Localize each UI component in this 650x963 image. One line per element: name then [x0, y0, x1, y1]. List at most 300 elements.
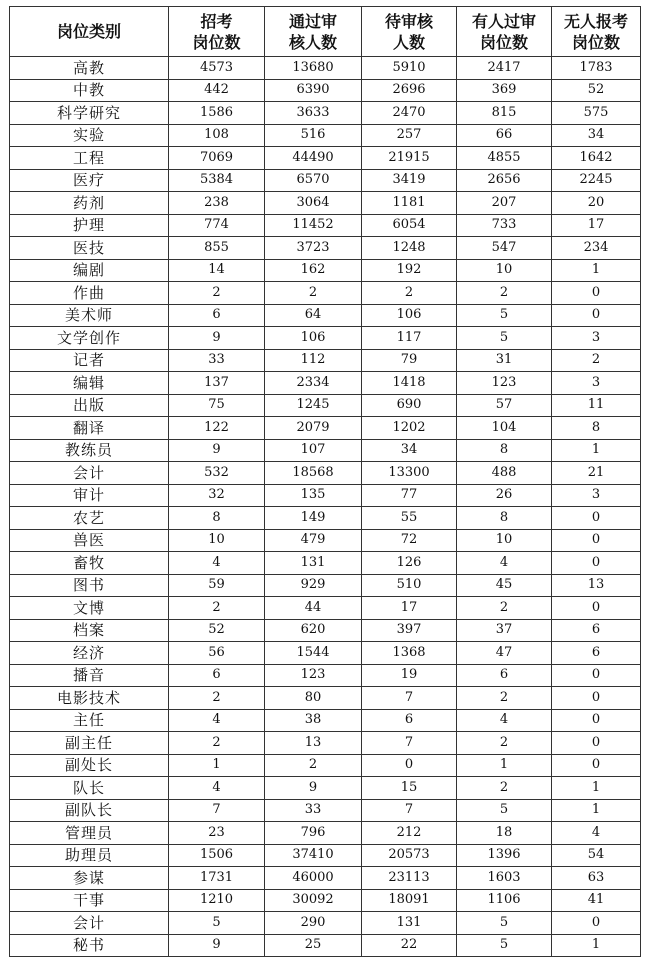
approved-cell: 112: [265, 349, 362, 372]
filled-cell: 57: [457, 394, 552, 417]
pending-cell: 1181: [362, 192, 457, 215]
pending-cell: 6: [362, 709, 457, 732]
header-line: 核人数: [288, 32, 337, 52]
openings-cell: 4: [169, 552, 265, 575]
approved-cell: 796: [265, 822, 362, 845]
table-row: [10, 732, 641, 755]
category-cell: 队长: [10, 777, 169, 800]
filled-cell: 66: [457, 124, 552, 147]
pending-cell: 257: [362, 124, 457, 147]
openings-cell: 2: [169, 687, 265, 710]
unapplied-cell: 2: [552, 349, 641, 372]
filled-cell: 47: [457, 642, 552, 665]
pending-cell: 397: [362, 619, 457, 642]
category-cell: 档案: [10, 619, 169, 642]
unapplied-cell: 0: [552, 732, 641, 755]
pending-cell: 19: [362, 664, 457, 687]
unapplied-cell: 63: [552, 867, 641, 890]
category-cell: 记者: [10, 349, 169, 372]
header-line: 待审核: [384, 11, 433, 31]
unapplied-cell: 3: [552, 372, 641, 395]
pending-cell: 34: [362, 439, 457, 462]
openings-cell: 1: [169, 754, 265, 777]
openings-cell: 4: [169, 777, 265, 800]
openings-cell: 1586: [169, 102, 265, 125]
unapplied-cell: 2245: [552, 169, 641, 192]
table-row: [10, 327, 641, 350]
pending-cell: 510: [362, 574, 457, 597]
table-row: [10, 777, 641, 800]
table-row: [10, 867, 641, 890]
table-row: [10, 192, 641, 215]
openings-cell: 2: [169, 732, 265, 755]
unapplied-cell: 41: [552, 889, 641, 912]
filled-cell: 123: [457, 372, 552, 395]
header-line: 无人报考: [563, 11, 628, 31]
openings-cell: 75: [169, 394, 265, 417]
openings-cell: 532: [169, 462, 265, 485]
filled-cell: 5: [457, 912, 552, 935]
category-cell: 中教: [10, 79, 169, 102]
approved-cell: 135: [265, 484, 362, 507]
unapplied-cell: 1: [552, 259, 641, 282]
filled-cell: 1396: [457, 844, 552, 867]
filled-cell: 5: [457, 799, 552, 822]
pending-cell: 15: [362, 777, 457, 800]
approved-cell: 123: [265, 664, 362, 687]
header-line: 有人过审: [471, 11, 536, 31]
pending-cell: 7: [362, 732, 457, 755]
approved-cell: 2334: [265, 372, 362, 395]
unapplied-cell: 1: [552, 777, 641, 800]
approved-cell: 18568: [265, 462, 362, 485]
pending-cell: 13300: [362, 462, 457, 485]
unapplied-cell: 0: [552, 282, 641, 305]
unapplied-cell: 1: [552, 799, 641, 822]
filled-cell: 4: [457, 709, 552, 732]
filled-cell: 104: [457, 417, 552, 440]
header-filled: [457, 7, 552, 57]
approved-cell: 11452: [265, 214, 362, 237]
unapplied-cell: 4: [552, 822, 641, 845]
category-cell: 副队长: [10, 799, 169, 822]
approved-cell: 6390: [265, 79, 362, 102]
category-cell: 畜牧: [10, 552, 169, 575]
pending-cell: 79: [362, 349, 457, 372]
pending-cell: 1368: [362, 642, 457, 665]
table-row: [10, 529, 641, 552]
pending-cell: 2: [362, 282, 457, 305]
approved-cell: 9: [265, 777, 362, 800]
filled-cell: 547: [457, 237, 552, 260]
unapplied-cell: 0: [552, 664, 641, 687]
pending-cell: 5910: [362, 57, 457, 80]
category-cell: 工程: [10, 147, 169, 170]
filled-cell: 8: [457, 507, 552, 530]
pending-cell: 1202: [362, 417, 457, 440]
table-row: [10, 214, 641, 237]
category-cell: 副主任: [10, 732, 169, 755]
openings-cell: 122: [169, 417, 265, 440]
openings-cell: 774: [169, 214, 265, 237]
approved-cell: 149: [265, 507, 362, 530]
openings-cell: 6: [169, 304, 265, 327]
filled-cell: 5: [457, 934, 552, 957]
table-row: [10, 79, 641, 102]
header-openings: [169, 7, 265, 57]
unapplied-cell: 1: [552, 934, 641, 957]
openings-cell: 56: [169, 642, 265, 665]
approved-cell: 80: [265, 687, 362, 710]
approved-cell: 290: [265, 912, 362, 935]
category-cell: 翻译: [10, 417, 169, 440]
pending-cell: 77: [362, 484, 457, 507]
approved-cell: 107: [265, 439, 362, 462]
table-row: [10, 169, 641, 192]
unapplied-cell: 3: [552, 484, 641, 507]
filled-cell: 369: [457, 79, 552, 102]
unapplied-cell: 234: [552, 237, 641, 260]
openings-cell: 5384: [169, 169, 265, 192]
approved-cell: 2079: [265, 417, 362, 440]
approved-cell: 44: [265, 597, 362, 620]
approved-cell: 13: [265, 732, 362, 755]
header-line: 人数: [392, 32, 425, 52]
approved-cell: 2: [265, 282, 362, 305]
openings-cell: 9: [169, 327, 265, 350]
unapplied-cell: 17: [552, 214, 641, 237]
table-row: [10, 912, 641, 935]
table-body: [10, 57, 641, 957]
table-row: [10, 552, 641, 575]
approved-cell: 33: [265, 799, 362, 822]
approved-cell: 3723: [265, 237, 362, 260]
approved-cell: 46000: [265, 867, 362, 890]
openings-cell: 32: [169, 484, 265, 507]
openings-cell: 14: [169, 259, 265, 282]
approved-cell: 64: [265, 304, 362, 327]
pending-cell: 2470: [362, 102, 457, 125]
unapplied-cell: 1: [552, 439, 641, 462]
approved-cell: 25: [265, 934, 362, 957]
unapplied-cell: 6: [552, 619, 641, 642]
openings-cell: 23: [169, 822, 265, 845]
category-cell: 作曲: [10, 282, 169, 305]
approved-cell: 479: [265, 529, 362, 552]
pending-cell: 21915: [362, 147, 457, 170]
filled-cell: 8: [457, 439, 552, 462]
category-cell: 文博: [10, 597, 169, 620]
unapplied-cell: 0: [552, 687, 641, 710]
header-pending: [362, 7, 457, 57]
pending-cell: 17: [362, 597, 457, 620]
filled-cell: 4855: [457, 147, 552, 170]
unapplied-cell: 0: [552, 552, 641, 575]
filled-cell: 1: [457, 754, 552, 777]
category-cell: 教练员: [10, 439, 169, 462]
filled-cell: 2: [457, 687, 552, 710]
approved-cell: 3633: [265, 102, 362, 125]
openings-cell: 33: [169, 349, 265, 372]
approved-cell: 929: [265, 574, 362, 597]
category-cell: 干事: [10, 889, 169, 912]
approved-cell: 30092: [265, 889, 362, 912]
category-cell: 主任: [10, 709, 169, 732]
table-row: [10, 57, 641, 80]
table-row: [10, 439, 641, 462]
category-cell: 高教: [10, 57, 169, 80]
filled-cell: 37: [457, 619, 552, 642]
approved-cell: 162: [265, 259, 362, 282]
pending-cell: 1248: [362, 237, 457, 260]
category-cell: 兽医: [10, 529, 169, 552]
pending-cell: 7: [362, 799, 457, 822]
filled-cell: 1603: [457, 867, 552, 890]
unapplied-cell: 0: [552, 304, 641, 327]
openings-cell: 52: [169, 619, 265, 642]
openings-cell: 4573: [169, 57, 265, 80]
filled-cell: 18: [457, 822, 552, 845]
approved-cell: 1544: [265, 642, 362, 665]
table-row: [10, 934, 641, 957]
filled-cell: 2: [457, 597, 552, 620]
category-cell: 实验: [10, 124, 169, 147]
approved-cell: 516: [265, 124, 362, 147]
openings-cell: 1506: [169, 844, 265, 867]
filled-cell: 26: [457, 484, 552, 507]
pending-cell: 690: [362, 394, 457, 417]
approved-cell: 131: [265, 552, 362, 575]
category-cell: 秘书: [10, 934, 169, 957]
pending-cell: 72: [362, 529, 457, 552]
unapplied-cell: 54: [552, 844, 641, 867]
pending-cell: 126: [362, 552, 457, 575]
pending-cell: 106: [362, 304, 457, 327]
filled-cell: 733: [457, 214, 552, 237]
pending-cell: 0: [362, 754, 457, 777]
filled-cell: 45: [457, 574, 552, 597]
table-row: [10, 889, 641, 912]
approved-cell: 620: [265, 619, 362, 642]
table-row: [10, 799, 641, 822]
unapplied-cell: 0: [552, 597, 641, 620]
openings-cell: 137: [169, 372, 265, 395]
category-cell: 医技: [10, 237, 169, 260]
filled-cell: 5: [457, 327, 552, 350]
filled-cell: 2: [457, 732, 552, 755]
header-line: 招考: [200, 11, 233, 31]
category-cell: 管理员: [10, 822, 169, 845]
filled-cell: 2: [457, 777, 552, 800]
category-cell: 药剂: [10, 192, 169, 215]
table-row: [10, 619, 641, 642]
category-cell: 审计: [10, 484, 169, 507]
unapplied-cell: 52: [552, 79, 641, 102]
filled-cell: 5: [457, 304, 552, 327]
filled-cell: 2: [457, 282, 552, 305]
pending-cell: 22: [362, 934, 457, 957]
filled-cell: 815: [457, 102, 552, 125]
category-cell: 美术师: [10, 304, 169, 327]
header-line: 通过审: [288, 11, 337, 31]
category-cell: 副处长: [10, 754, 169, 777]
openings-cell: 5: [169, 912, 265, 935]
table-row: [10, 574, 641, 597]
table-row: [10, 507, 641, 530]
pending-cell: 20573: [362, 844, 457, 867]
pending-cell: 18091: [362, 889, 457, 912]
header-category: [10, 7, 169, 57]
approved-cell: 106: [265, 327, 362, 350]
unapplied-cell: 34: [552, 124, 641, 147]
table-row: [10, 844, 641, 867]
category-cell: 文学创作: [10, 327, 169, 350]
table-row: [10, 124, 641, 147]
category-cell: 播音: [10, 664, 169, 687]
table-row: [10, 687, 641, 710]
unapplied-cell: 0: [552, 912, 641, 935]
unapplied-cell: 3: [552, 327, 641, 350]
pending-cell: 212: [362, 822, 457, 845]
header-unapplied: [552, 7, 641, 57]
openings-cell: 7069: [169, 147, 265, 170]
table-row: [10, 709, 641, 732]
category-cell: 医疗: [10, 169, 169, 192]
approved-cell: 44490: [265, 147, 362, 170]
openings-cell: 108: [169, 124, 265, 147]
category-cell: 会计: [10, 912, 169, 935]
approved-cell: 38: [265, 709, 362, 732]
category-cell: 电影技术: [10, 687, 169, 710]
filled-cell: 2417: [457, 57, 552, 80]
pending-cell: 6054: [362, 214, 457, 237]
filled-cell: 4: [457, 552, 552, 575]
category-cell: 科学研究: [10, 102, 169, 125]
pending-cell: 23113: [362, 867, 457, 890]
unapplied-cell: 13: [552, 574, 641, 597]
openings-cell: 238: [169, 192, 265, 215]
openings-cell: 7: [169, 799, 265, 822]
openings-cell: 1731: [169, 867, 265, 890]
pending-cell: 3419: [362, 169, 457, 192]
unapplied-cell: 0: [552, 709, 641, 732]
category-cell: 农艺: [10, 507, 169, 530]
approved-cell: 6570: [265, 169, 362, 192]
unapplied-cell: 0: [552, 529, 641, 552]
table-row: [10, 642, 641, 665]
openings-cell: 9: [169, 934, 265, 957]
category-cell: 编剧: [10, 259, 169, 282]
approved-cell: 3064: [265, 192, 362, 215]
filled-cell: 10: [457, 529, 552, 552]
header-line: 岗位数: [571, 32, 620, 52]
pending-cell: 7: [362, 687, 457, 710]
table-row: [10, 664, 641, 687]
table-row: [10, 147, 641, 170]
unapplied-cell: 8: [552, 417, 641, 440]
pending-cell: 117: [362, 327, 457, 350]
header-line: 岗位数: [479, 32, 528, 52]
header-row: [10, 7, 641, 57]
table-row: [10, 484, 641, 507]
openings-cell: 4: [169, 709, 265, 732]
unapplied-cell: 20: [552, 192, 641, 215]
filled-cell: 2656: [457, 169, 552, 192]
unapplied-cell: 0: [552, 754, 641, 777]
category-cell: 图书: [10, 574, 169, 597]
table-row: [10, 282, 641, 305]
table-row: [10, 754, 641, 777]
pending-cell: 131: [362, 912, 457, 935]
table-row: [10, 102, 641, 125]
unapplied-cell: 1642: [552, 147, 641, 170]
category-cell: 参谋: [10, 867, 169, 890]
unapplied-cell: 1783: [552, 57, 641, 80]
pending-cell: 1418: [362, 372, 457, 395]
openings-cell: 2: [169, 282, 265, 305]
table-row: [10, 372, 641, 395]
header-line: 岗位类别: [56, 22, 121, 41]
openings-cell: 10: [169, 529, 265, 552]
category-cell: 经济: [10, 642, 169, 665]
pending-cell: 192: [362, 259, 457, 282]
category-cell: 会计: [10, 462, 169, 485]
openings-cell: 6: [169, 664, 265, 687]
pending-cell: 2696: [362, 79, 457, 102]
table-row: [10, 417, 641, 440]
openings-cell: 9: [169, 439, 265, 462]
table-row: [10, 349, 641, 372]
table-row: [10, 304, 641, 327]
category-cell: 助理员: [10, 844, 169, 867]
openings-cell: 59: [169, 574, 265, 597]
header-line: 岗位数: [192, 32, 241, 52]
table-row: [10, 597, 641, 620]
filled-cell: 207: [457, 192, 552, 215]
header-approved: [265, 7, 362, 57]
approved-cell: 13680: [265, 57, 362, 80]
category-cell: 出版: [10, 394, 169, 417]
table-row: [10, 237, 641, 260]
filled-cell: 31: [457, 349, 552, 372]
approved-cell: 37410: [265, 844, 362, 867]
openings-cell: 1210: [169, 889, 265, 912]
table-row: [10, 259, 641, 282]
openings-cell: 8: [169, 507, 265, 530]
approved-cell: 1245: [265, 394, 362, 417]
filled-cell: 488: [457, 462, 552, 485]
unapplied-cell: 11: [552, 394, 641, 417]
pending-cell: 55: [362, 507, 457, 530]
table-row: [10, 462, 641, 485]
filled-cell: 1106: [457, 889, 552, 912]
unapplied-cell: 0: [552, 507, 641, 530]
table-row: [10, 822, 641, 845]
openings-cell: 855: [169, 237, 265, 260]
filled-cell: 10: [457, 259, 552, 282]
unapplied-cell: 21: [552, 462, 641, 485]
unapplied-cell: 575: [552, 102, 641, 125]
approved-cell: 2: [265, 754, 362, 777]
category-cell: 编辑: [10, 372, 169, 395]
category-cell: 护理: [10, 214, 169, 237]
table-row: [10, 394, 641, 417]
openings-cell: 442: [169, 79, 265, 102]
unapplied-cell: 6: [552, 642, 641, 665]
recruitment-stats-table: [9, 6, 641, 957]
table-container: [9, 6, 640, 957]
filled-cell: 6: [457, 664, 552, 687]
